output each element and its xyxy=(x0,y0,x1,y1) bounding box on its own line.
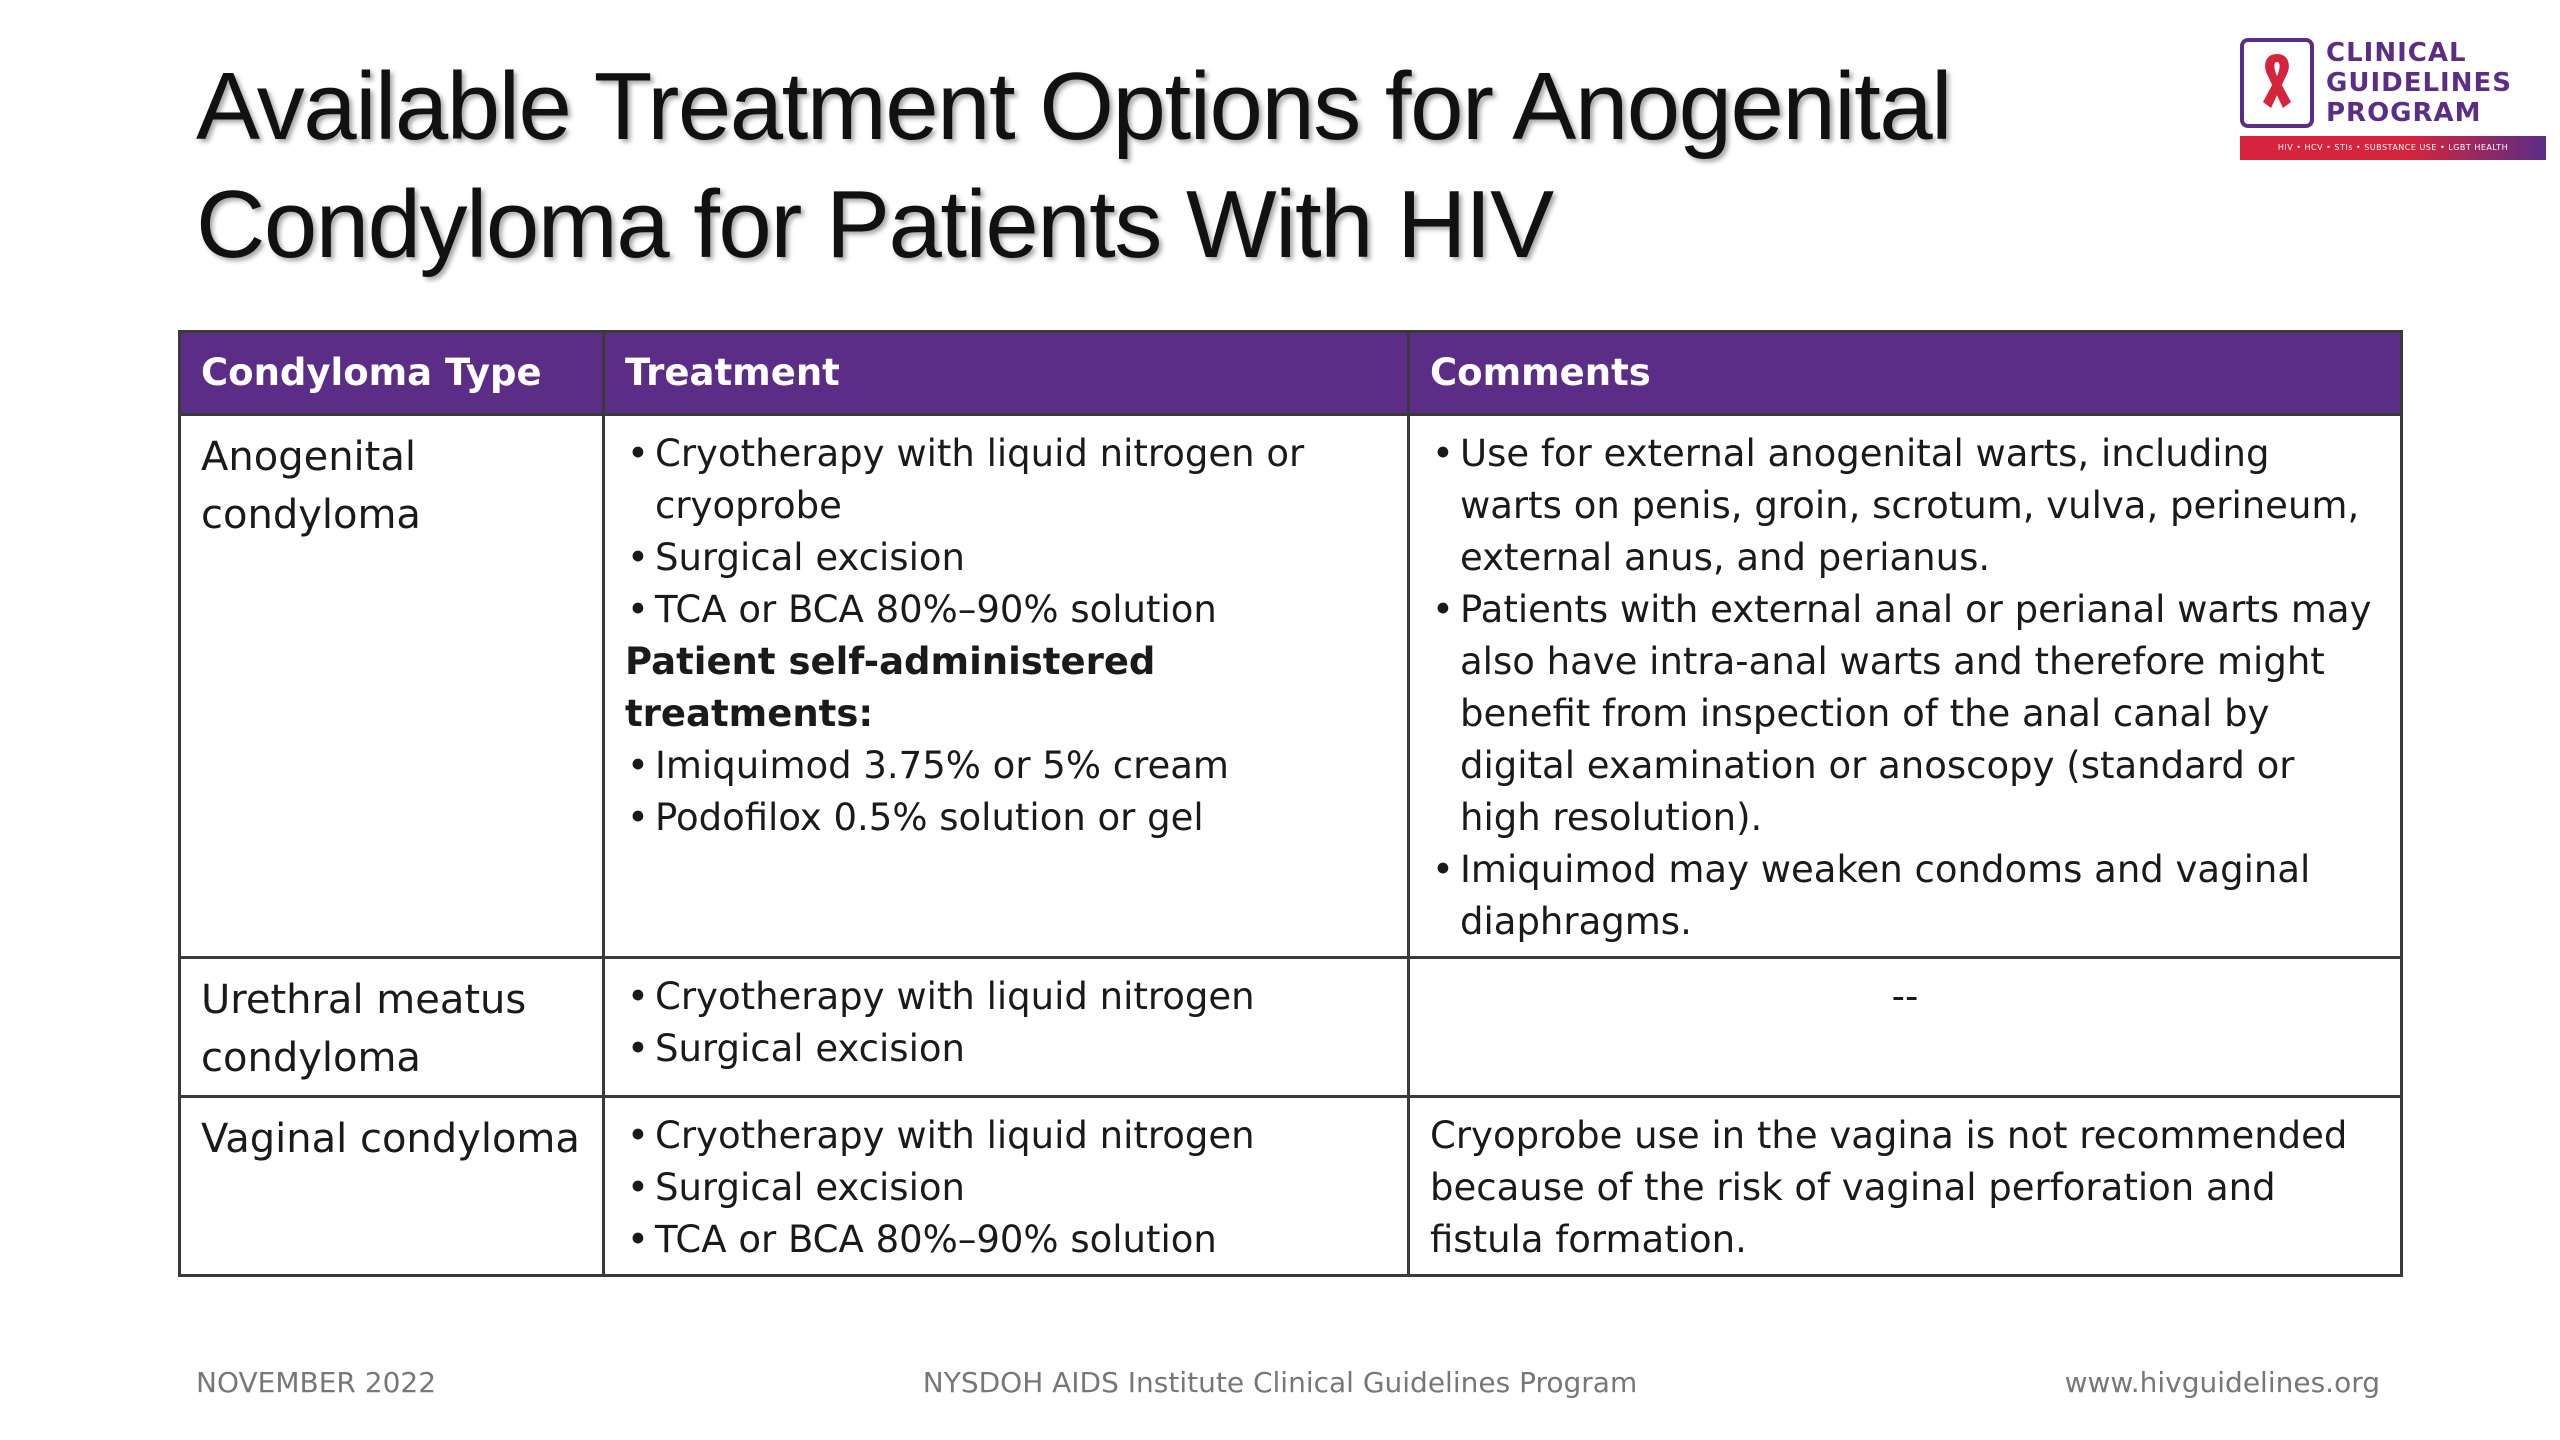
treatment-item: • Surgical excision xyxy=(625,1023,1387,1075)
logo-text xyxy=(2326,38,2536,128)
treatment-item: • Surgical excision xyxy=(625,532,1387,584)
treatment-item: • Surgical excision xyxy=(625,1162,1387,1214)
comment-item: • Use for external anogenital warts, including warts on penis, groin, scrotum, vulva, perineum, external anus, and perianus. xyxy=(1430,428,2380,584)
treatment-cell xyxy=(604,1097,1409,1276)
table-header-row xyxy=(180,332,2402,415)
logo-tagline: HIV • HCV • STIs • SUBSTANCE USE • LGBT HEALTH xyxy=(2240,136,2546,160)
condyloma-type-cell: Anogenital condyloma xyxy=(180,415,604,958)
red-ribbon-icon xyxy=(2253,50,2301,116)
self-administered-list xyxy=(625,740,1387,844)
self-administered-heading: Patient self-administered treatments: xyxy=(625,640,1156,735)
logo-box xyxy=(2240,38,2314,128)
treatment-item: • Imiquimod 3.75% or 5% cream xyxy=(625,740,1387,792)
treatment-item: • Cryotherapy with liquid nitrogen xyxy=(625,971,1387,1023)
header-treatment: Treatment xyxy=(604,332,1409,415)
logo-line-guidelines: GUIDELINES xyxy=(2326,68,2512,98)
treatment-item: • Cryotherapy with liquid nitrogen or cryoprobe xyxy=(625,428,1387,532)
table-row-vaginal xyxy=(180,1097,2402,1276)
header-comments: Comments xyxy=(1409,332,2402,415)
treatment-item: • TCA or BCA 80%–90% solution xyxy=(625,584,1387,636)
comments-list xyxy=(1430,428,2380,948)
condyloma-type-cell: Vaginal condyloma xyxy=(180,1097,604,1276)
comment-item: • Imiquimod may weaken condoms and vaginal diaphragms. xyxy=(1430,844,2380,948)
treatment-table xyxy=(178,330,2403,1277)
comments-cell: Cryoprobe use in the vagina is not recommended because of the risk of vaginal perforation and fistula formation. xyxy=(1409,1097,2402,1276)
treatment-list xyxy=(625,1110,1387,1266)
table-row-anogenital xyxy=(180,415,2402,958)
treatment-list xyxy=(625,428,1387,636)
treatment-item: • Cryotherapy with liquid nitrogen xyxy=(625,1110,1387,1162)
condyloma-type-cell: Urethral meatus condyloma xyxy=(180,958,604,1097)
clinical-guidelines-logo xyxy=(2240,38,2540,162)
logo-line-program: PROGRAM xyxy=(2326,98,2482,128)
comment-item: • Patients with external anal or perianal warts may also have intra-anal warts and therefore might benefit from inspection of the anal canal by digital examination or anoscopy (standard or high resolution). xyxy=(1430,584,2380,844)
footer-org: NYSDOH AIDS Institute Clinical Guidelines Program xyxy=(922,1366,1638,1399)
header-condyloma-type: Condyloma Type xyxy=(180,332,604,415)
treatment-item: • Podofilox 0.5% solution or gel xyxy=(625,792,1387,844)
treatment-cell xyxy=(604,415,1409,958)
empty-comment-dash: -- xyxy=(1891,975,1919,1018)
treatment-cell xyxy=(604,958,1409,1097)
treatment-list xyxy=(625,971,1387,1075)
comments-cell xyxy=(1409,958,2402,1097)
comments-cell xyxy=(1409,415,2402,958)
logo-line-clinical: CLINICAL xyxy=(2326,38,2467,68)
footer-date: NOVEMBER 2022 xyxy=(196,1366,437,1399)
treatment-item: • TCA or BCA 80%–90% solution xyxy=(625,1214,1387,1266)
table-row-urethral xyxy=(180,958,2402,1097)
slide-title: Available Treatment Options for Anogenital Condyloma for Patients With HIV xyxy=(196,53,1951,278)
footer-url: www.hivguidelines.org xyxy=(2064,1366,2380,1399)
